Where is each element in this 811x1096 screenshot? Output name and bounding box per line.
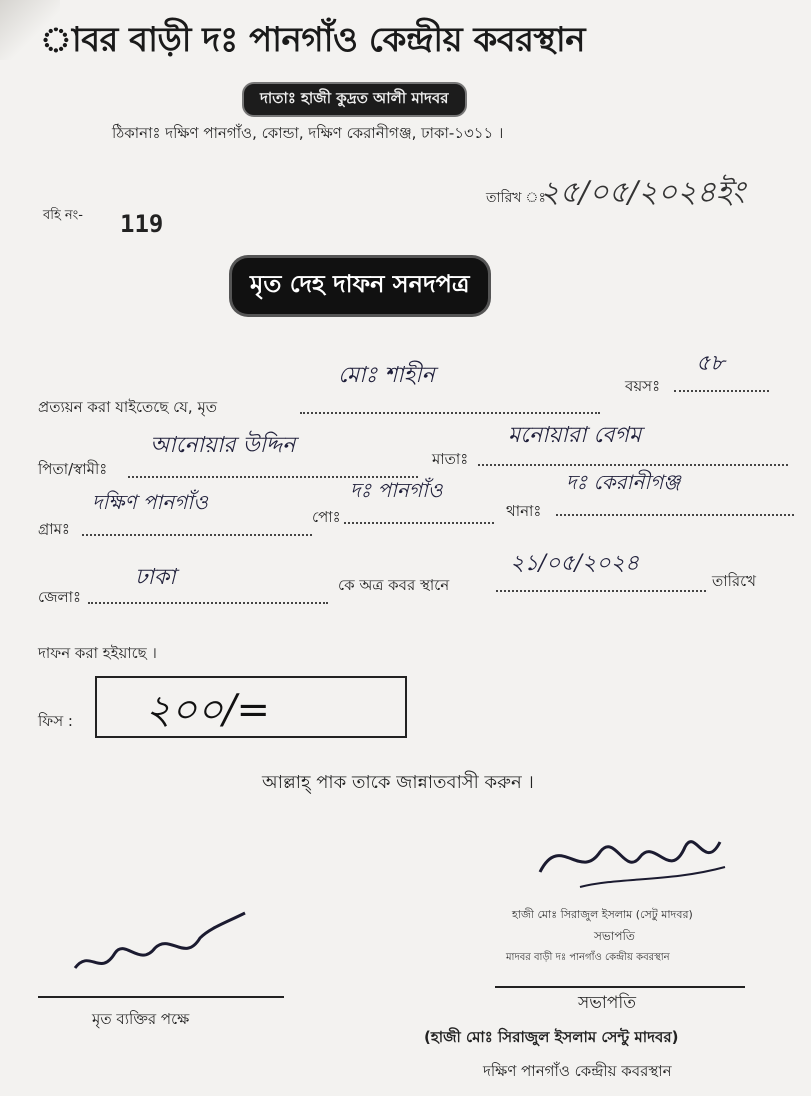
representative-signature	[60, 908, 260, 988]
district-label: জেলাঃ	[38, 588, 82, 606]
age-value: ৫৮	[696, 351, 725, 376]
date-value: ২৫/০৫/২০২৪ইং	[540, 175, 745, 210]
district-value: ঢাকা	[135, 565, 176, 590]
fee-value: ২০০/=	[145, 687, 271, 733]
mother-label: মাতাঃ	[432, 450, 469, 468]
village-value: দক্ষিণ পানগাঁও	[92, 490, 208, 514]
date-label: তারিখ ঃ	[486, 190, 546, 206]
date-suffix: তারিখে	[712, 572, 757, 590]
post-value: দঃ পানগাঁও	[350, 478, 443, 502]
stamp-title: সভাপতি	[594, 929, 635, 943]
stamp-name: হাজী মোঃ সিরাজুল ইসলাম (সেটু মাদবর)	[512, 908, 693, 921]
thana-label: থানাঃ	[506, 502, 542, 520]
stamp-org: মাদবর বাড়ী দঃ পানগাঁও কেন্দ্রীয় কবরস্থান	[506, 952, 670, 963]
post-label: পোঃ	[312, 508, 341, 526]
father-value: আনোয়ার উদ্দিন	[150, 433, 296, 458]
address: ঠিকানাঃ দক্ষিণ পানগাঁও, কোন্ডা, দক্ষিণ কেরানীগঞ্জ, ঢাকা-১৩১১ ।	[112, 124, 504, 142]
village-label: গ্রামঃ	[38, 520, 70, 538]
father-label: পিতা/স্বামীঃ	[38, 460, 108, 478]
certify-label: প্রত্যয়ন করা যাইতেছে যে, মৃত	[38, 398, 218, 416]
president-name: (হাজী মোঃ সিরাজুল ইসলাম সেন্টু মাদবর)	[424, 1028, 679, 1046]
deceased-name: মোঃ শাহীন	[338, 363, 435, 388]
book-number-value: 119	[120, 210, 164, 238]
age-label: বয়সঃ	[625, 377, 661, 395]
right-signature-line	[495, 986, 745, 988]
left-signature-line	[38, 996, 284, 998]
president-title: সভাপতি	[578, 993, 636, 1013]
certificate-heading: মৃত দেহ দাফন সনদপত্র	[232, 258, 488, 314]
district-field	[88, 580, 328, 604]
grave-text: কে অত্র কবর স্থানে	[338, 576, 450, 594]
prayer-line: আল্লাহ্ পাক তাকে জান্নাতবাসী করুন ।	[262, 772, 534, 793]
book-number-label: বহি নং-	[43, 208, 83, 223]
graveyard-title: াবর বাড়ী দঃ পানগাঁও কেন্দ্রীয় কবরস্থান	[40, 20, 586, 60]
president-signature	[520, 812, 740, 902]
president-org: দক্ষিণ পানগাঁও কেন্দ্রীয় কবরস্থান	[483, 1062, 672, 1080]
mother-value: মনোয়ারা বেগম	[508, 423, 642, 448]
representative-caption: মৃত ব্যক্তির পক্ষে	[92, 1010, 190, 1028]
donor-badge: দাতাঃ হাজী কুদ্রত আলী মাদবর	[242, 82, 467, 117]
fee-label: ফিস :	[38, 712, 73, 730]
thana-value: দঃ কেরানীগঞ্জ	[566, 470, 681, 494]
burial-date: ২১/০৫/২০২৪	[510, 551, 640, 576]
buried-text: দাফন করা হইয়াছে ।	[38, 644, 157, 662]
